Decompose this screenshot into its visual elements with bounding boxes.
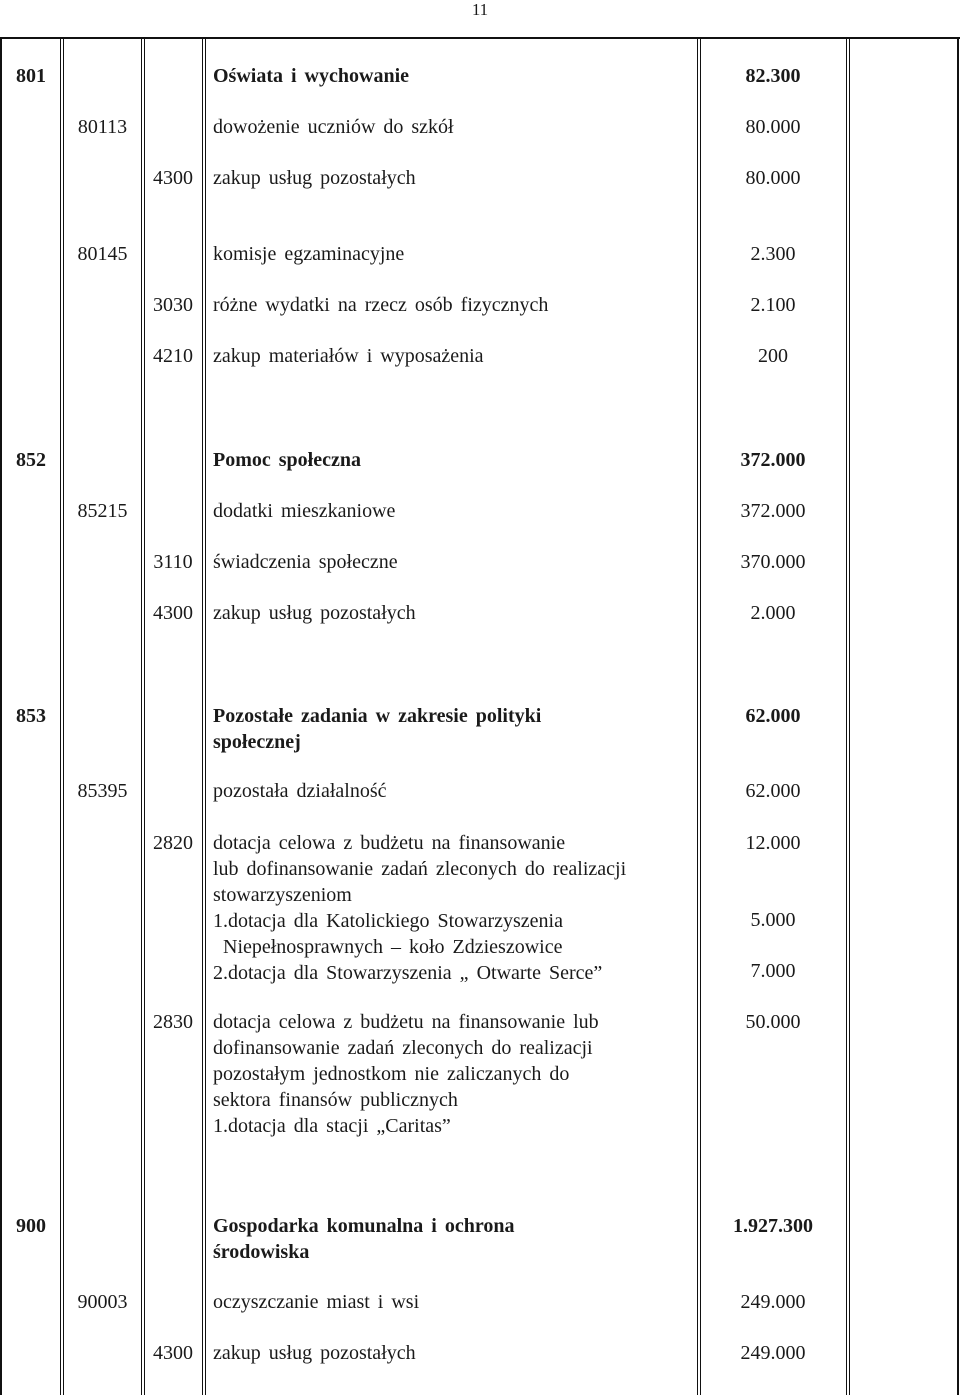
rozdzial-code: 85395 [77, 780, 128, 802]
description-line: lub dofinansowanie zadań zleconych do realizacji [213, 858, 627, 880]
dzial-name: Pomoc społeczna [213, 449, 361, 471]
paragraf-code: 3110 [153, 551, 193, 573]
description-line: sektora finansów publicznych [213, 1089, 458, 1111]
paragraf-name: zakup usług pozostałych [213, 167, 416, 189]
paragraf-description [213, 1009, 703, 1139]
rozdzial-name: pozostała działalność [213, 780, 387, 802]
description-line: stowarzyszeniom [213, 884, 352, 906]
dzial-amount: 82.300 [745, 65, 801, 87]
paragraf-code: 2830 [153, 1011, 193, 1033]
dzial-name [213, 703, 703, 755]
paragraf-code: 2820 [153, 832, 193, 854]
dzial-code: 801 [16, 65, 46, 87]
dzial-code: 853 [16, 705, 46, 727]
column-divider [957, 38, 959, 1395]
description-line: dofinansowanie zadań zleconych do realizacji [213, 1037, 593, 1059]
rozdzial-amount: 62.000 [745, 780, 801, 802]
paragraf-code: 4300 [153, 167, 193, 189]
paragraf-amount: 200 [758, 345, 788, 367]
paragraf-amount: 249.000 [740, 1342, 806, 1364]
description-line: Niepełnosprawnych – koło Zdzieszowice [223, 936, 563, 958]
paragraf-amount: 2.100 [750, 294, 796, 316]
rozdzial-name: oczyszczanie miast i wsi [213, 1291, 420, 1313]
dzial-name [213, 1213, 703, 1265]
paragraf-code: 4300 [153, 602, 193, 624]
paragraf-name: świadczenia społeczne [213, 551, 398, 573]
column-divider [202, 38, 206, 1395]
rozdzial-amount: 372.000 [740, 500, 806, 522]
paragraf-amount: 2.000 [750, 602, 796, 624]
rozdzial-name: komisje egzaminacyjne [213, 243, 405, 265]
rozdzial-code: 80113 [77, 116, 128, 138]
rozdzial-code: 85215 [77, 500, 128, 522]
paragraf-name: zakup usług pozostałych [213, 1342, 416, 1364]
dzial-code: 900 [16, 1215, 46, 1237]
dzial-name-line: społecznej [213, 731, 301, 753]
paragraf-name: zakup usług pozostałych [213, 602, 416, 624]
dzial-amount: 62.000 [745, 705, 801, 727]
paragraf-amount: 370.000 [740, 551, 806, 573]
rozdzial-name: dowożenie uczniów do szkół [213, 116, 454, 138]
description-line: 1.dotacja dla Katolickiego Stowarzyszenia [213, 910, 563, 932]
paragraf-amount: 12.000 [745, 832, 801, 854]
rozdzial-name: dodatki mieszkaniowe [213, 500, 396, 522]
rozdzial-code: 90003 [77, 1291, 128, 1313]
dzial-name-line: środowiska [213, 1241, 310, 1263]
paragraf-name: zakup materiałów i wyposażenia [213, 345, 484, 367]
dzial-name-line: Pozostałe zadania w zakresie polityki [213, 705, 542, 727]
dzial-amount: 372.000 [740, 449, 806, 471]
paragraf-name: różne wydatki na rzecz osób fizycznych [213, 294, 549, 316]
paragraf-code: 3030 [153, 294, 193, 316]
sub-amount: 7.000 [750, 960, 796, 982]
paragraf-code: 4210 [153, 345, 193, 367]
description-line: dotacja celowa z budżetu na finansowanie lub [213, 1011, 599, 1033]
dzial-code: 852 [16, 449, 46, 471]
description-line: pozostałym jednostkom nie zaliczanych do [213, 1063, 570, 1085]
paragraf-code: 4300 [153, 1342, 193, 1364]
page-number: 11 [471, 0, 489, 19]
column-divider [846, 38, 850, 1395]
paragraf-amount: 80.000 [745, 167, 801, 189]
description-line: dotacja celowa z budżetu na finansowanie [213, 832, 566, 854]
paragraf-amount: 50.000 [745, 1011, 801, 1033]
description-line: 2.dotacja dla Stowarzyszenia „ Otwarte Serce” [213, 962, 603, 984]
rozdzial-amount: 80.000 [745, 116, 801, 138]
paragraf-description [213, 830, 703, 986]
sub-amount: 5.000 [750, 909, 796, 931]
rozdzial-amount: 2.300 [750, 243, 796, 265]
description-line: 1.dotacja dla stacji „Caritas” [213, 1115, 451, 1137]
dzial-name-line: Gospodarka komunalna i ochrona [213, 1215, 515, 1237]
dzial-amount: 1.927.300 [733, 1215, 813, 1237]
rozdzial-code: 80145 [77, 243, 128, 265]
rozdzial-amount: 249.000 [740, 1291, 806, 1313]
dzial-name: Oświata i wychowanie [213, 65, 409, 87]
